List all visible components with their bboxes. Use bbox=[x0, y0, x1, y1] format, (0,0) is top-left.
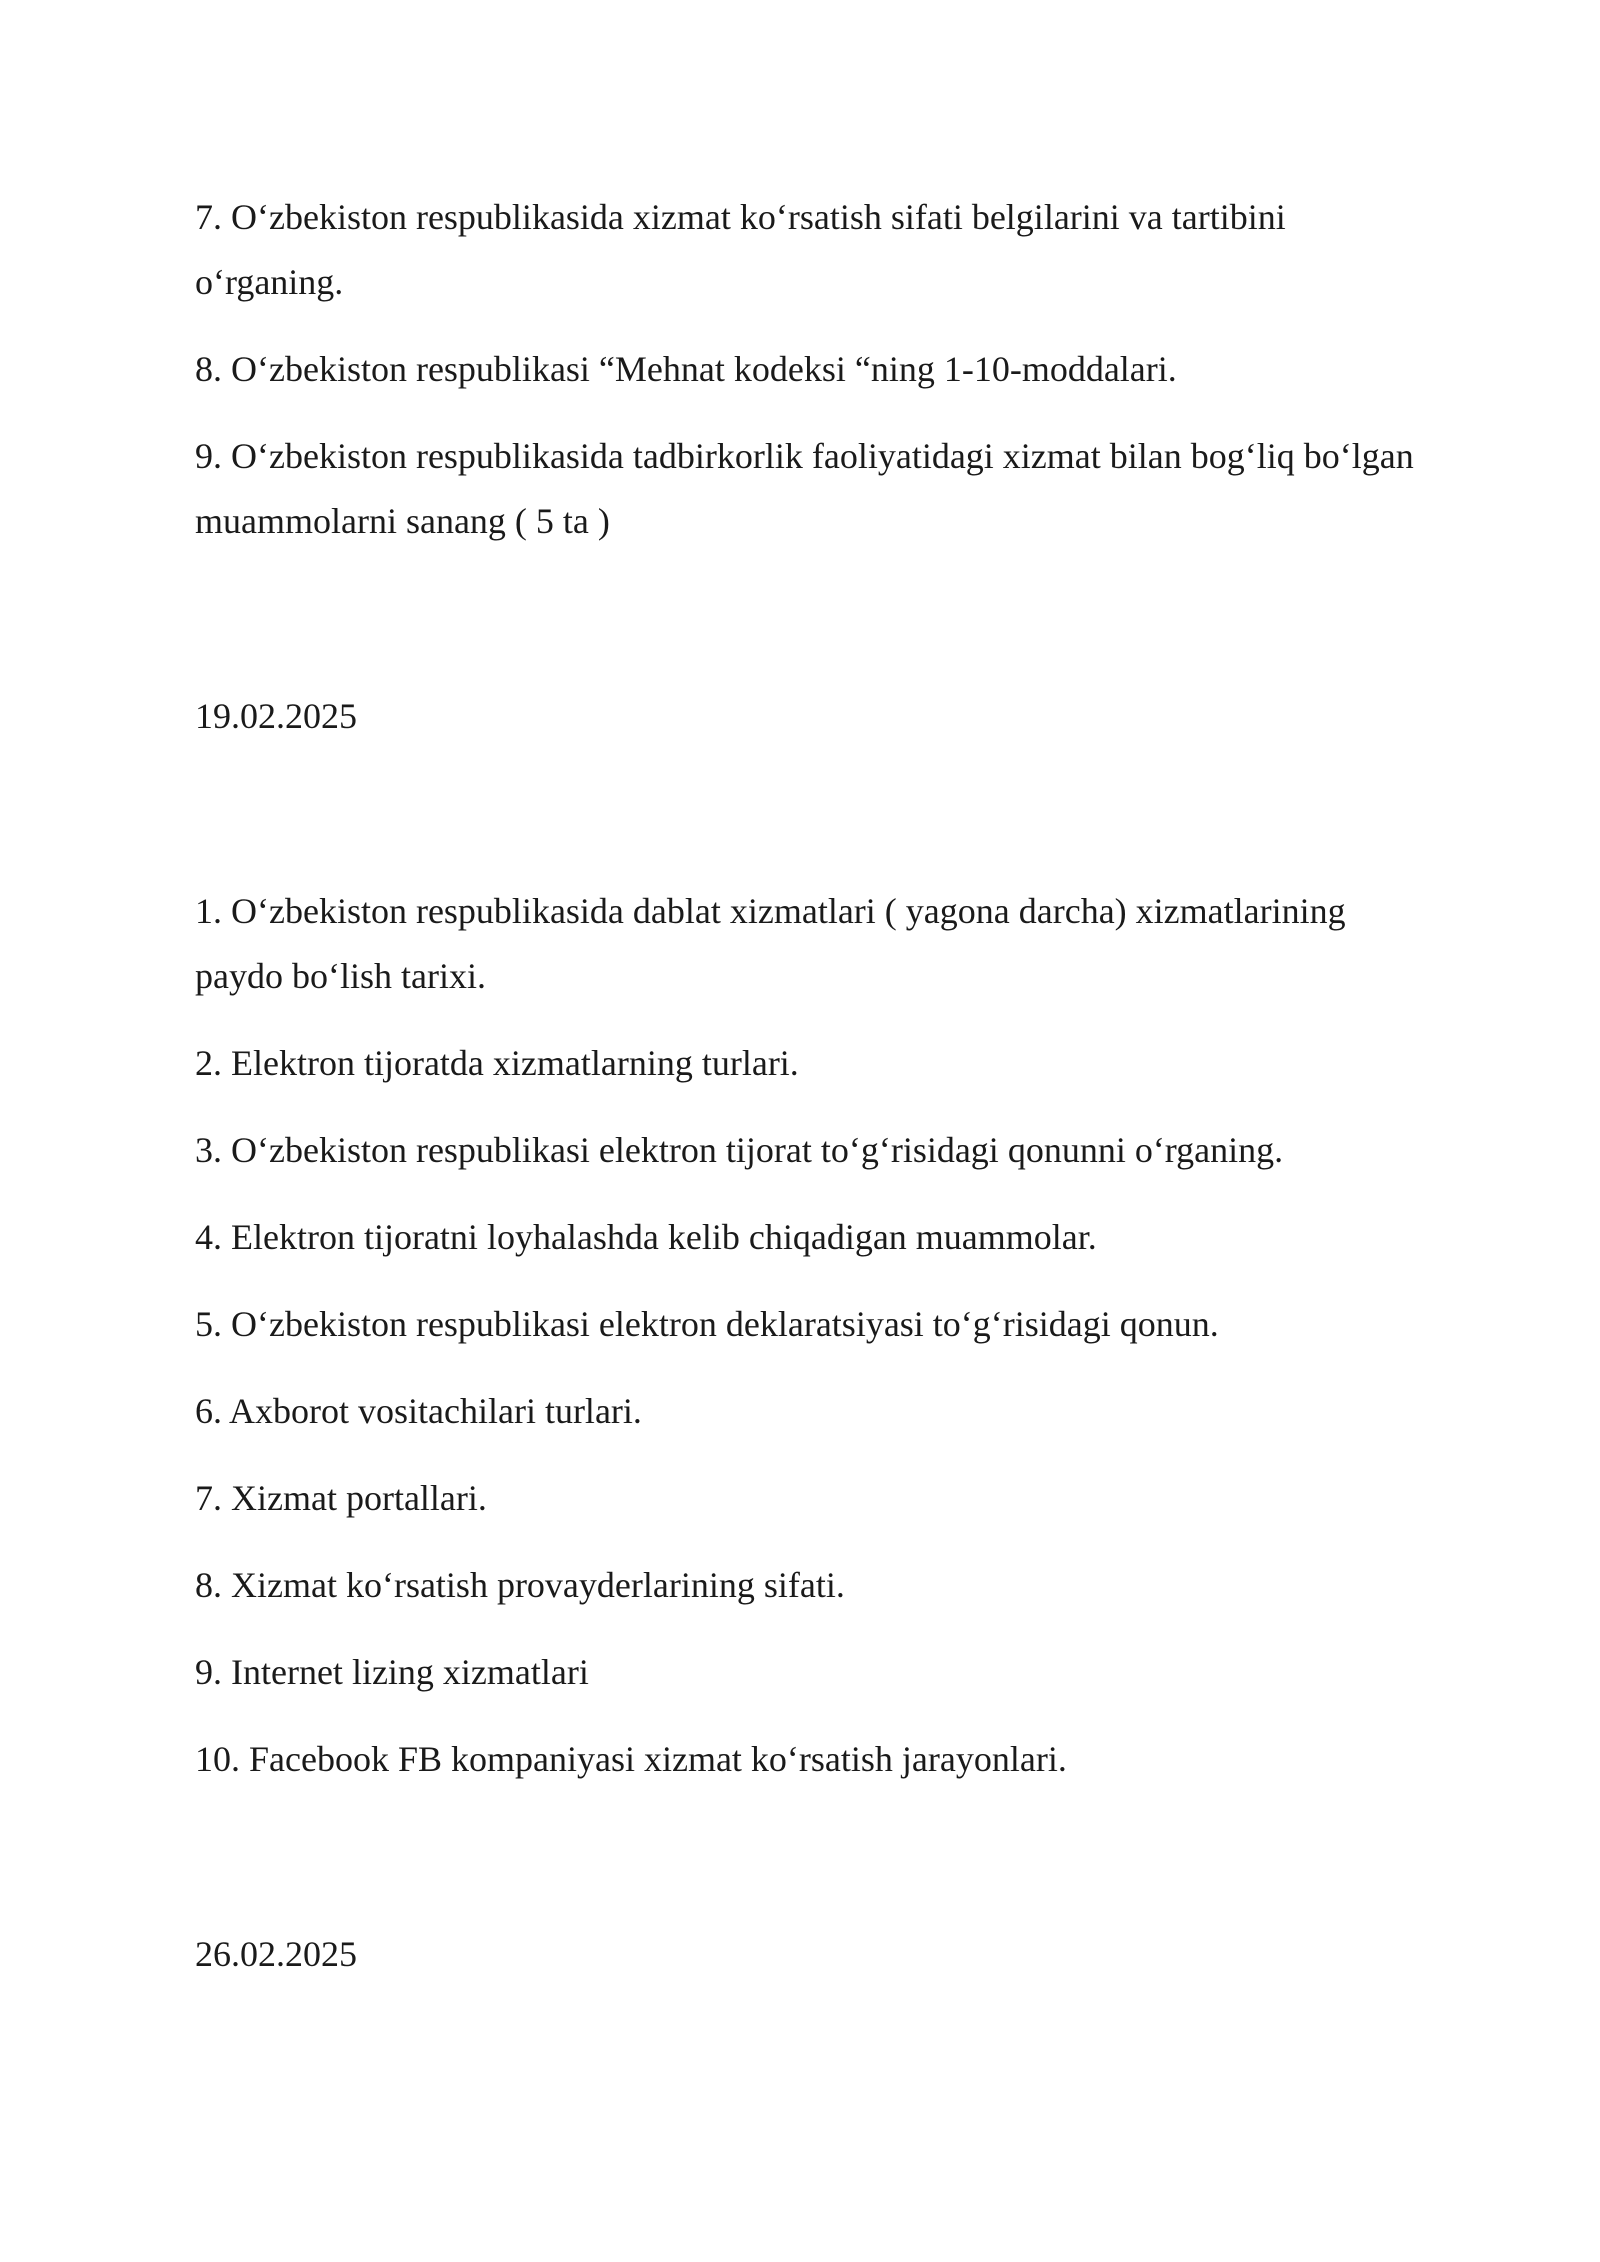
list-item: 10. Facebook FB kompaniyasi xizmat ko‘rsatish jarayonlari. bbox=[195, 1739, 1067, 1779]
list-item: 2. Elektron tijoratda xizmatlarning turlari. bbox=[195, 1043, 799, 1083]
list-item: 3. O‘zbekiston respublikasi elektron tijorat to‘g‘risidagi qonunni o‘rganing. bbox=[195, 1130, 1284, 1170]
list-item: 8. Xizmat ko‘rsatish provayderlarining sifati. bbox=[195, 1565, 845, 1605]
date-heading: 19.02.2025 bbox=[195, 696, 357, 736]
list-item: 1. O‘zbekiston respublikasida dablat xizmatlari ( yagona darcha) xizmatlarining paydo bo‘lish tarixi. bbox=[195, 891, 1346, 996]
list-item: 7. Xizmat portallari. bbox=[195, 1478, 487, 1518]
list-item: 8. O‘zbekiston respublikasi “Mehnat kodeksi “ning 1-10-moddalari. bbox=[195, 349, 1177, 389]
list-item: 5. O‘zbekiston respublikasi elektron deklaratsiyasi to‘g‘risidagi qonun. bbox=[195, 1304, 1219, 1344]
list-item: 7. O‘zbekiston respublikasida xizmat ko‘rsatish sifati belgilarini va tartibini o‘rganing. bbox=[195, 197, 1286, 302]
date-heading: 26.02.2025 bbox=[195, 1934, 357, 1974]
document-page bbox=[195, 185, 1435, 1987]
list-item: 6. Axborot vositachilari turlari. bbox=[195, 1391, 642, 1431]
task-list-continued bbox=[195, 185, 1435, 554]
task-list bbox=[195, 879, 1435, 1792]
list-item: 9. Internet lizing xizmatlari bbox=[195, 1652, 589, 1692]
list-item: 9. O‘zbekiston respublikasida tadbirkorlik faoliyatidagi xizmat bilan bog‘liq bo‘lgan muammolarni sanang ( 5 ta ) bbox=[195, 436, 1414, 541]
list-item: 4. Elektron tijoratni loyhalashda kelib chiqadigan muammolar. bbox=[195, 1217, 1097, 1257]
